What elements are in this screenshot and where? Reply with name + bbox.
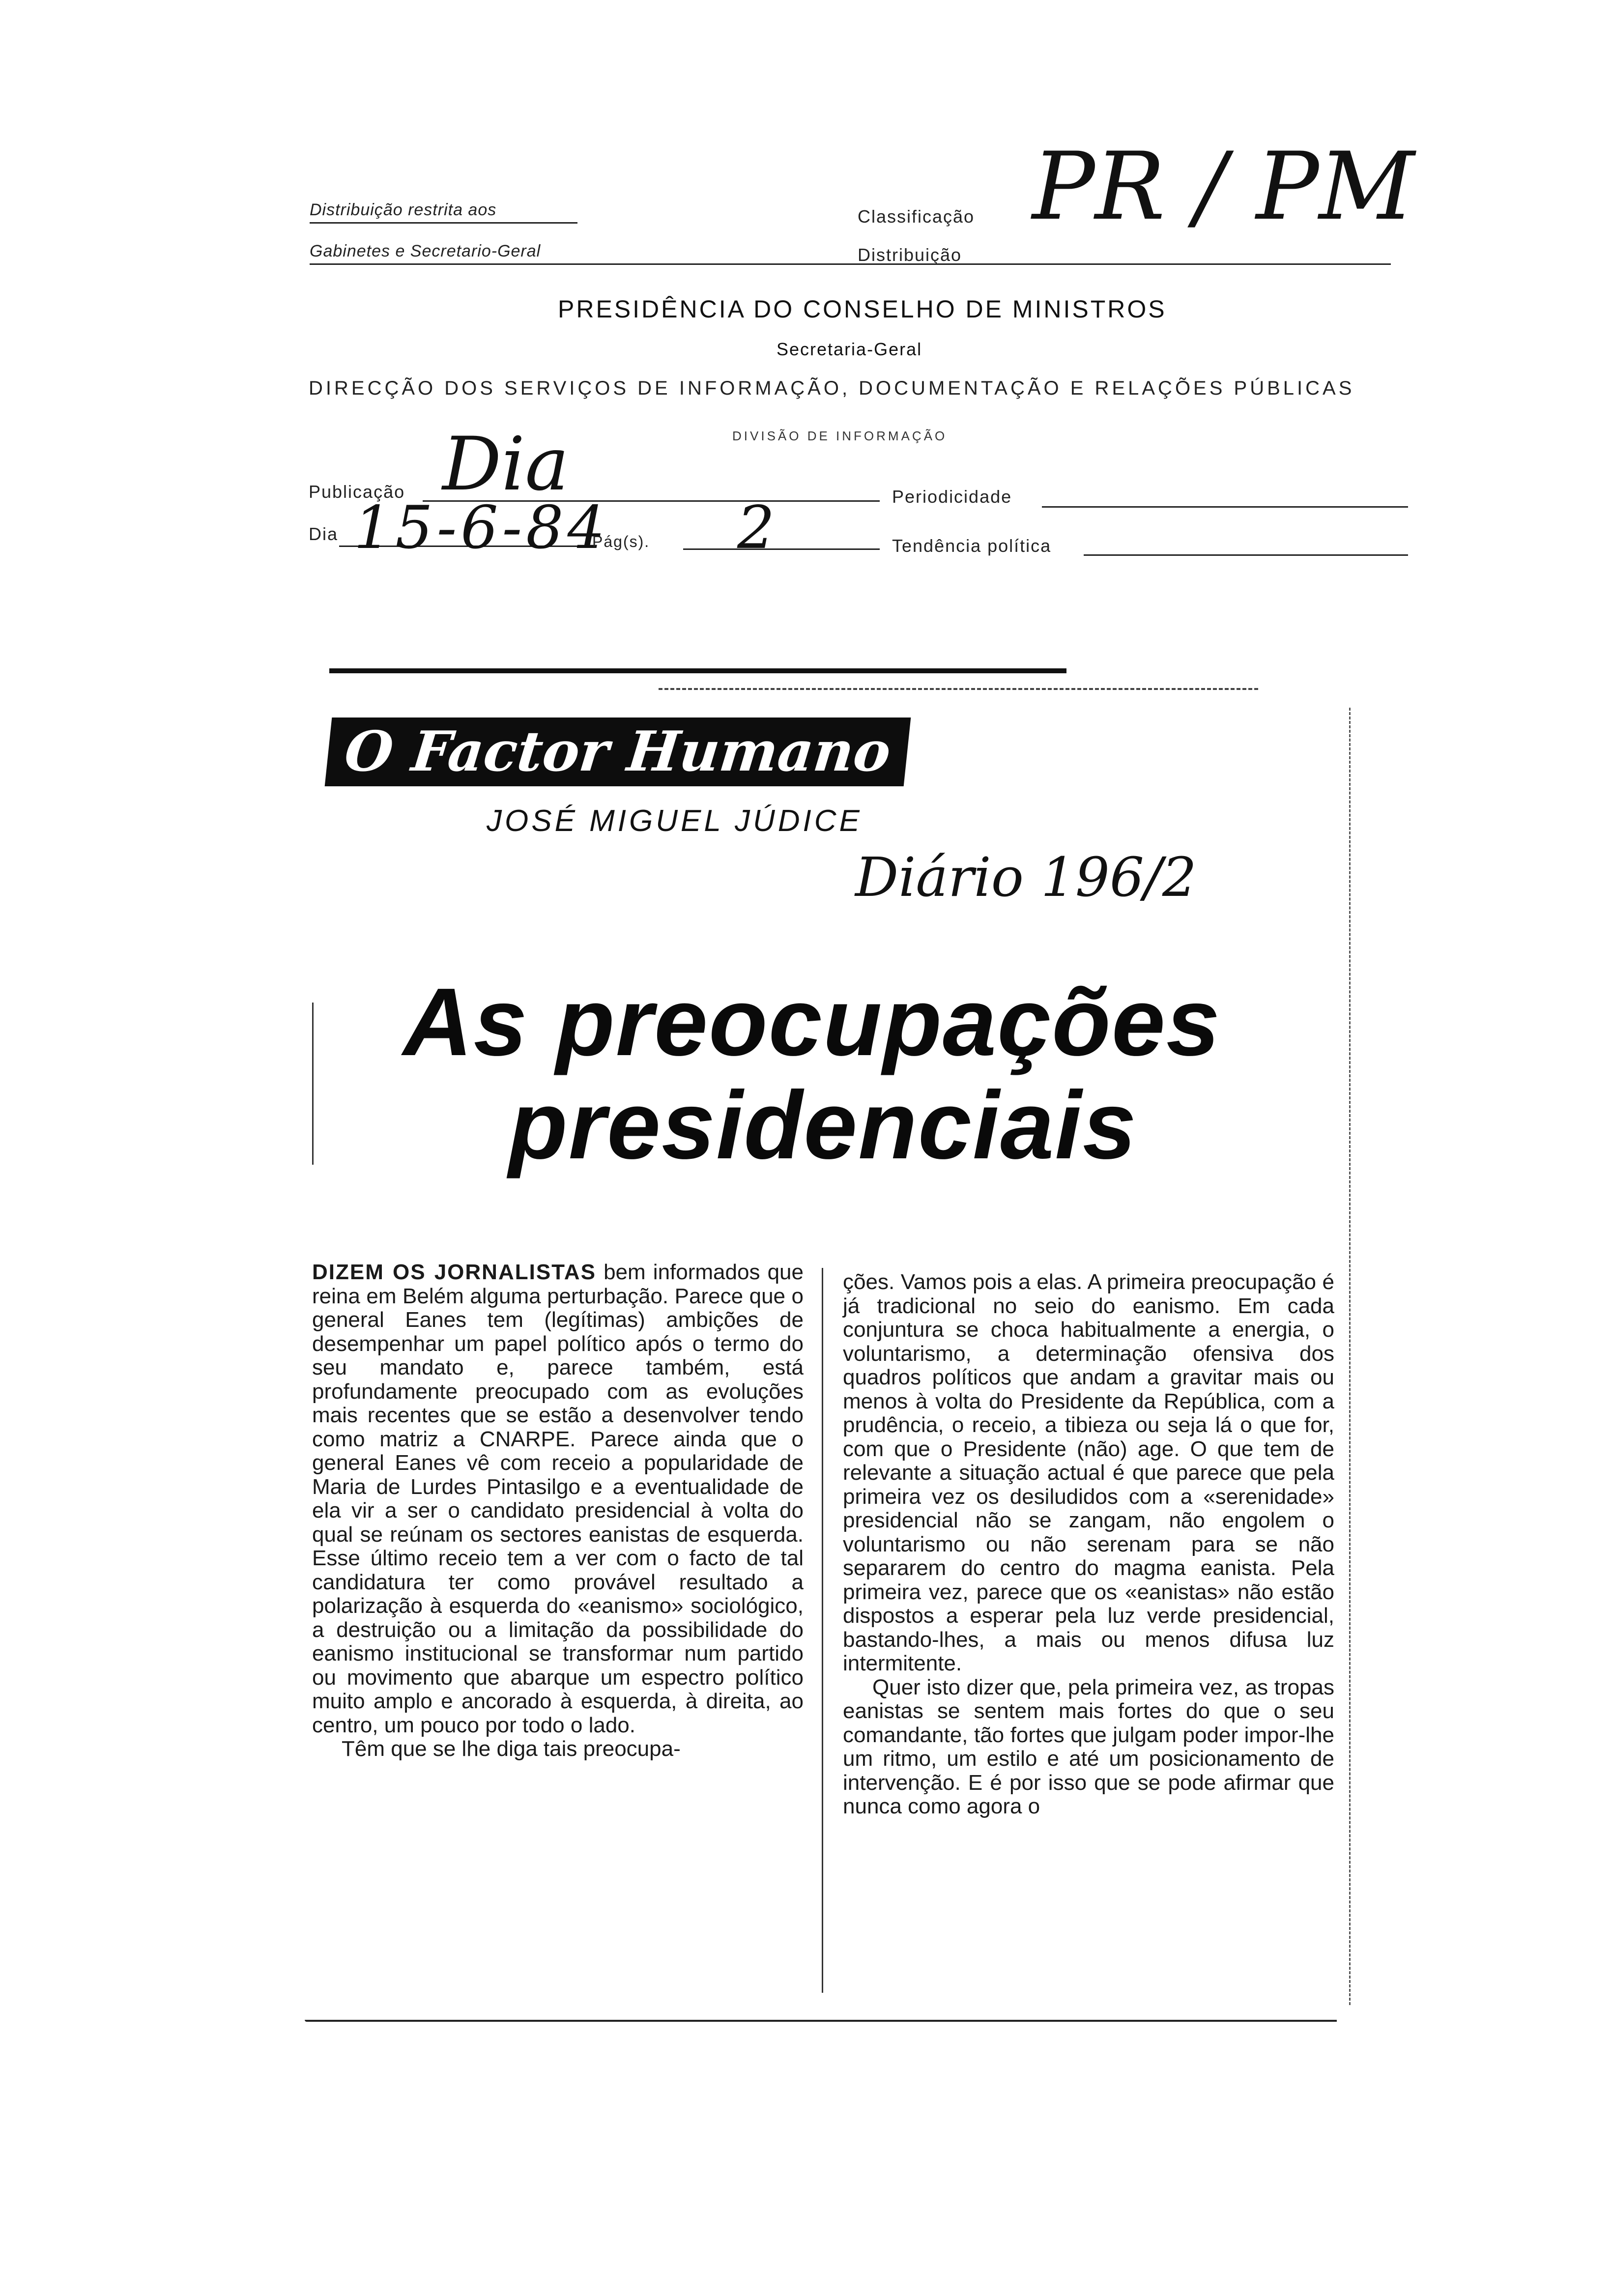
periodicidade-line	[1042, 506, 1408, 508]
article-column-2	[843, 1270, 1334, 1819]
clipping-left-rule	[312, 1003, 314, 1165]
classificacao-label: Classificação	[858, 206, 975, 227]
article-column-1	[312, 1261, 804, 1761]
pags-line	[683, 548, 880, 550]
lead-in: DIZEM OS JORNALISTAS	[312, 1260, 596, 1284]
column-banner: O Factor Humano	[325, 718, 911, 786]
clipping-right-edge	[1349, 708, 1351, 2005]
tendencia-label: Tendência política	[892, 536, 1052, 556]
pags-label: Pág(s).	[592, 533, 650, 550]
column-2-paragraph-1: ções. Vamos pois a elas. A primeira preocupação é já tradicional no seio do eanismo. Em cada conjuntura se choca habitualmente a energia, o voluntarismo, a determinação ofensiva dos quadros políticos que andam a gravitar mais ou menos à volta do Presidente da República, com a prudência, o receio, a tibieza ou seja lá o que for, com que o Presidente (não) age. O que tem de relevante a situação actual é que parece que pela primeira vez os desiludidos com a «serenidade» presidencial não se zangam, não engolem o voluntarismo ou não serenam para se não separarem do centro do magma eanista. Pela primeira vez, parece que os «eanistas» não estão dispostos a esperar pela luz verde presidencial, bastando-lhes, a mais ou menos difusa luz intermitente.	[843, 1270, 1334, 1675]
distribution-line-1: Distribuição restrita aos	[310, 201, 497, 219]
column-2-paragraph-2: Quer isto dizer que, pela primeira vez, as tropas eanistas se sentem mais fortes do que o seu comandante, tão fortes que julgam poder impor-lhe um ritmo, um estilo e até um posicionamento de intervenção. E é por isso que se pode afirmar que nunca como agora o	[843, 1675, 1334, 1818]
column-divider	[822, 1268, 823, 1993]
headline-line-2: presidenciais	[509, 1071, 1137, 1179]
classificacao-handwritten: PR / PM	[1032, 132, 1415, 241]
pags-handwritten: 2	[737, 494, 775, 562]
divisao-line: DIVISÃO DE INFORMAÇÃO	[732, 429, 948, 443]
direccao-line: DIRECÇÃO DOS SERVIÇOS DE INFORMAÇÃO, DOCUMENTAÇÃO E RELAÇÕES PÚBLICAS	[309, 377, 1355, 399]
archive-note-handwritten: Diário 196/2	[855, 846, 1197, 909]
distribution-line-2: Gabinetes e Secretario-Geral	[310, 242, 541, 260]
distribution-underline-1	[310, 222, 577, 224]
column-1-paragraph-2: Têm que se lhe diga tais preocupa-	[342, 1737, 681, 1761]
publicacao-handwritten: Dia	[442, 422, 569, 507]
header-separator-line	[310, 263, 1391, 265]
clipping-top-rule	[329, 668, 1066, 673]
tendencia-line	[1084, 554, 1408, 556]
dia-label: Dia	[309, 524, 339, 544]
column-1-paragraph-1: bem informados que reina em Belém alguma perturbação. Parece que o general Eanes tem (legítimas) ambições de desempenhar um papel político após o termo do seu mandato e, parece também, está profundamente preocupado com as evoluções mais recentes que se estão a desenvolver tendo como matriz a CNARPE. Parece ainda que o general Eanes vê com receio a popularidade de Maria de Lurdes Pintasilgo e a eventualidade de ela vir a ser o candidato presidencial à volta do qual se reúnam os sectores eanistas de esquerda. Esse último receio tem a ver com o facto de tal candidatura ter como provável resultado a polarização à esquerda do «eanismo» sociológico, a destruição ou a limitação da possibilidade do eanismo institucional se transformar num partido ou movimento que abarque um espectro político muito amplo e ancorado à esquerda, à direita, ao centro, um pouco por todo o lado.	[312, 1260, 804, 1737]
periodicidade-label: Periodicidade	[892, 487, 1012, 507]
dia-handwritten: 15-6-84	[354, 494, 609, 562]
secretaria-geral: Secretaria-Geral	[777, 339, 922, 359]
headline-line-1: As preocupações	[403, 968, 1221, 1076]
clipping-bottom-edge	[305, 2020, 1337, 2022]
distribuicao-label: Distribuição	[858, 245, 962, 265]
publicacao-label: Publicação	[309, 482, 405, 502]
author-byline: JOSÉ MIGUEL JÚDICE	[487, 804, 863, 838]
clipping-top-dashes	[659, 688, 1258, 690]
org-title: PRESIDÊNCIA DO CONSELHO DE MINISTROS	[558, 295, 1167, 323]
